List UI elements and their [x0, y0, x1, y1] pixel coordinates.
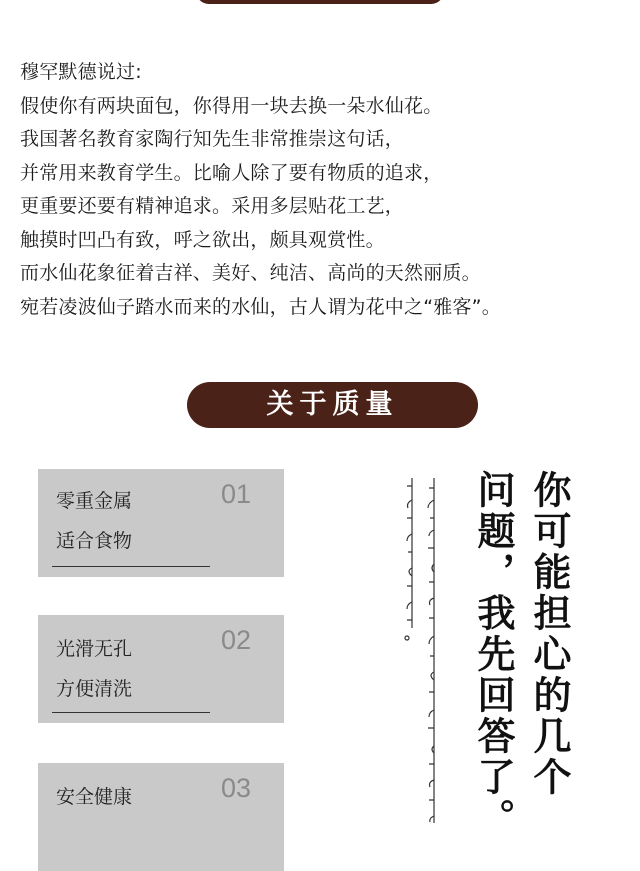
feature-underline: [52, 712, 210, 713]
intro-line: 触摸时凹凸有致，呼之欲出，颇具观赏性。: [20, 228, 385, 251]
feature-line-1: 光滑无孔: [56, 638, 133, 660]
intro-line: 我国著名教育家陶行知先生非常推崇这句话，: [20, 128, 405, 150]
intro-paragraph: [20, 56, 630, 324]
vertical-heading-col2: 问题，我先回答了。: [471, 470, 515, 839]
feature-card-02: [38, 615, 284, 723]
feature-line-2: 方便清洗: [56, 678, 133, 700]
intro-line: 假使你有两块面包，你得用一块去换一朵水仙花。: [20, 94, 443, 117]
intro-line: 而水仙花象征着吉祥、美好、纯洁、高尚的天然丽质。: [20, 262, 481, 284]
feature-number: 02: [221, 625, 252, 655]
intro-line: 宛若凌波仙子踏水而来的水仙，古人谓为花中之“雅客”。: [20, 295, 501, 318]
feature-line-1: 安全健康: [56, 786, 133, 808]
feature-line-2: 适合食物: [56, 530, 133, 552]
feature-card-03: [38, 763, 284, 871]
top-banner-pill: [196, 0, 444, 4]
feature-number: 01: [221, 479, 252, 509]
decorative-script-graphic: [398, 478, 442, 823]
feature-card-01: [38, 469, 284, 577]
feature-underline: [52, 566, 210, 567]
intro-line: 并常用来教育学生。比喻人除了要有物质的追求，: [20, 161, 443, 184]
feature-line-1: 零重金属: [56, 490, 133, 512]
decorative-vertical-script: [398, 478, 442, 823]
vertical-heading-col1: 你可能担心的几个: [527, 470, 571, 798]
feature-number: 03: [221, 773, 252, 803]
intro-line: 更重要还要有精神追求。采用多层贴花工艺，: [20, 195, 405, 217]
quality-section-title: 关于质量: [187, 382, 478, 428]
intro-line: 穆罕默德说过:: [20, 61, 142, 83]
